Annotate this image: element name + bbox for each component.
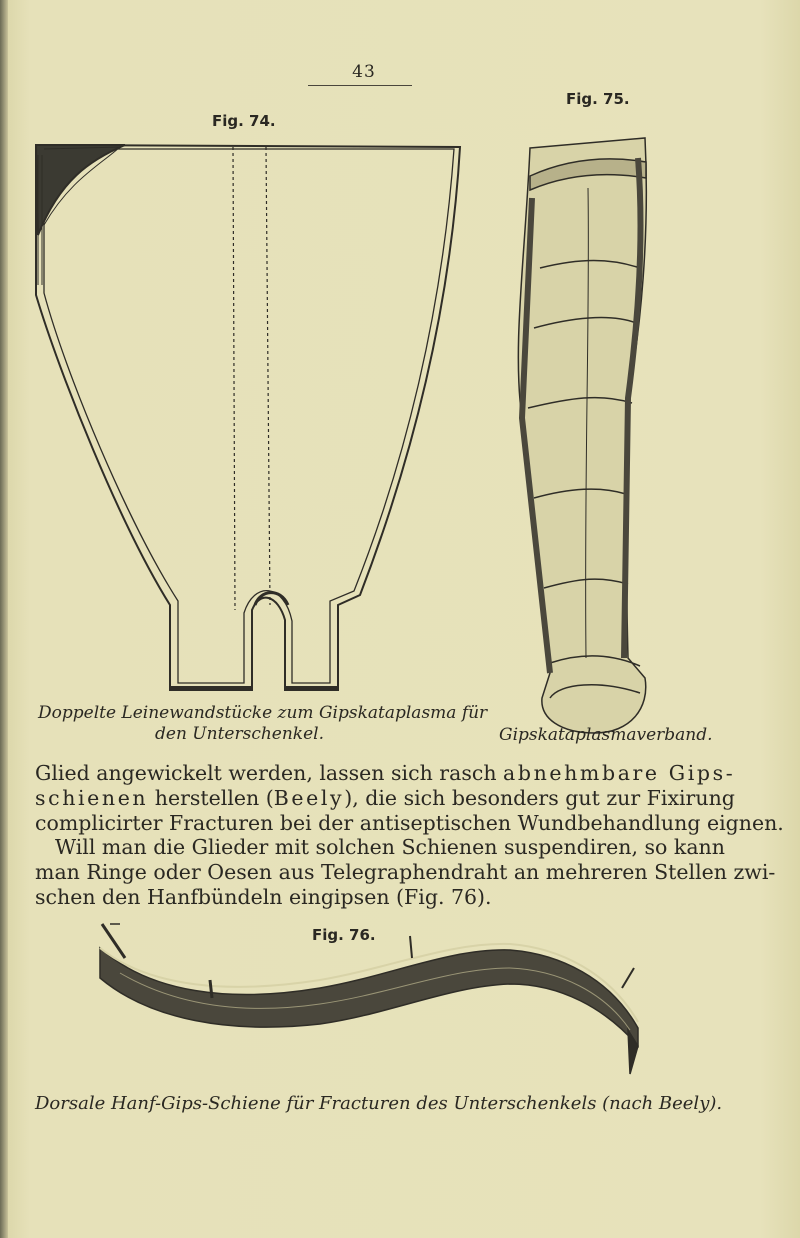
page-number: 43 [352, 62, 376, 82]
fig74-caption-line1: Doppelte Leinewandstücke zum Gipskataplasma für [38, 703, 488, 723]
body-line-1b-spaced: abnehmbare Gips- [503, 761, 736, 785]
body-line-1 [35, 761, 775, 786]
page-number-rule [308, 85, 412, 86]
page-gutter-edge [0, 0, 8, 1238]
body-line-2a-spaced: schienen [35, 785, 149, 810]
body-line-2d: ), die sich besonders gut zur Fixirung [344, 785, 735, 810]
fig75-label: Fig. 75. [566, 90, 630, 108]
body-line-2 [35, 786, 775, 811]
body-paragraph [35, 761, 784, 910]
body-line-3: complicirter Fracturen bei der antiseptischen Wundbehandlung eignen. [35, 810, 784, 835]
body-line-4: Will man die Glieder mit solchen Schienen suspendiren, so kann [55, 835, 725, 860]
fig76-label: Fig. 76. [312, 926, 376, 944]
body-line-2b: herstellen ( [148, 785, 274, 810]
body-line-2c-author: Beely [273, 785, 345, 810]
body-line-5: man Ringe oder Oesen aus Telegraphendraht an mehreren Stellen zwi- [35, 860, 776, 885]
body-line-6: schen den Hanfbündeln eingipsen (Fig. 76). [35, 884, 492, 909]
fig74-caption-line2: den Unterschenkel. [155, 724, 324, 744]
fig75-caption: Gipskataplasmaverband. [499, 725, 713, 745]
fig76-hemp-plaster-splint-illustration [90, 918, 650, 1078]
fig74-label: Fig. 74. [212, 112, 276, 130]
fig74-linen-pieces-illustration [30, 135, 470, 695]
body-line-1a: Glied angewickelt werden, lassen sich rasch [35, 761, 504, 785]
fig75-plaster-bandage-leg-illustration [500, 118, 670, 738]
fig76-caption: Dorsale Hanf-Gips-Schiene für Fracturen des Unterschenkels (nach Beely). [35, 1093, 723, 1114]
